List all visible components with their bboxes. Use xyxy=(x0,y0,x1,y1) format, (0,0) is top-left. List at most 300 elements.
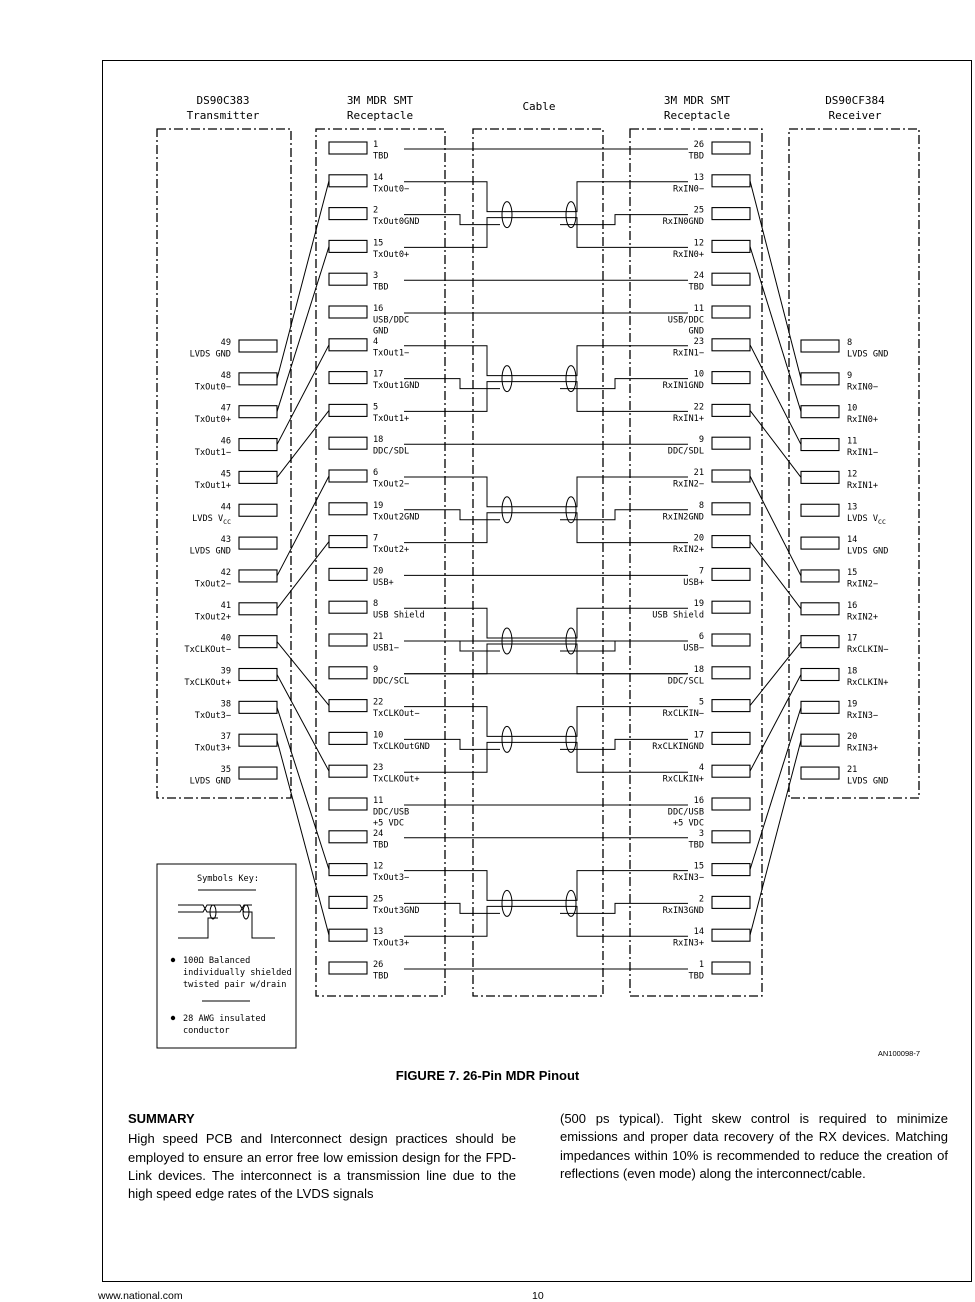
transmitter-to-receptacle-wire xyxy=(277,345,329,445)
pin-label: USB1− xyxy=(373,643,399,654)
pin-number: 19 xyxy=(693,599,704,610)
right-receptacle-header-line1: 3M MDR SMT xyxy=(663,94,731,107)
pin-label: TBD xyxy=(688,151,704,162)
pin-label: RxIN0− xyxy=(672,184,704,195)
left-receptacle-pin xyxy=(329,140,389,162)
pin-label: TxOut3+ xyxy=(194,743,231,754)
pin-number: 26 xyxy=(693,140,704,150)
receptacle-to-receiver-wire xyxy=(750,707,801,869)
transmitter-to-receptacle-wire xyxy=(277,675,329,772)
pin-number: 23 xyxy=(373,763,384,774)
receiver-pin xyxy=(801,469,878,491)
pin-number: 11 xyxy=(847,436,858,447)
transmitter-to-receptacle-wire xyxy=(277,542,329,609)
pin-number: 10 xyxy=(847,403,858,414)
pin-number: 6 xyxy=(373,468,379,478)
pin-label: RxIN3− xyxy=(672,873,704,884)
pin-label: RxIN2+ xyxy=(672,545,704,556)
pin-number: 12 xyxy=(373,861,384,872)
left-receptacle-pin xyxy=(329,632,399,654)
pin-number: 3 xyxy=(373,271,379,282)
pin-label: TxOut0+ xyxy=(373,249,410,260)
receiver-pin xyxy=(801,667,888,689)
rx-header-line1: DS90CF384 xyxy=(825,94,885,107)
pin-number: 22 xyxy=(693,402,704,413)
pin-number: 42 xyxy=(220,567,231,578)
twisted-pair-cable xyxy=(404,707,688,773)
pin-number: 26 xyxy=(373,960,384,970)
pin-number: 19 xyxy=(847,699,858,710)
right-receptacle-pin xyxy=(663,763,750,785)
pin-number: 12 xyxy=(847,469,858,480)
receiver-pin xyxy=(801,699,878,721)
receiver-pin xyxy=(801,338,888,360)
receiver-pin xyxy=(801,502,886,526)
left-receptacle-pin xyxy=(329,862,409,884)
pin-label: LVDS $V_{CC}$ xyxy=(192,513,231,526)
right-receptacle-pin xyxy=(673,402,750,424)
right-receptacle-pin xyxy=(673,534,750,556)
pin-label: RxIN0+ xyxy=(672,249,704,260)
pin-label: DDC/SDL xyxy=(667,446,704,457)
transmitter-pin xyxy=(190,535,277,557)
pin-number: 16 xyxy=(847,600,858,611)
pin-number: 11 xyxy=(373,796,384,806)
left-receptacle-pin xyxy=(329,796,409,829)
pin-number: 20 xyxy=(693,533,704,544)
pin-layer xyxy=(184,140,888,982)
transmitter-to-receptacle-wire xyxy=(277,642,329,706)
transmitter-pin xyxy=(195,404,277,426)
pin-label: RxIN2− xyxy=(847,579,879,590)
transmitter-pin xyxy=(195,732,277,754)
pin-number: 15 xyxy=(373,238,384,249)
pin-number: 39 xyxy=(220,666,231,677)
left-receptacle-pin xyxy=(329,698,420,720)
transmitter-pin xyxy=(190,338,277,360)
right-receptacle-pin xyxy=(688,271,750,293)
left-receptacle-pin xyxy=(329,402,409,424)
left-receptacle-pin xyxy=(329,501,420,523)
pin-number: 2 xyxy=(698,894,704,905)
pin-number: 44 xyxy=(220,502,231,513)
pin-number: 8 xyxy=(847,338,853,348)
pin-number: 21 xyxy=(693,468,704,478)
right-receptacle-pin xyxy=(668,796,750,829)
twisted-pair-symbol xyxy=(178,905,275,938)
pin-label: USB Shield xyxy=(652,610,704,621)
pin-number: 15 xyxy=(693,861,704,872)
pin-number: 40 xyxy=(220,633,231,644)
pin-label: RxIN2+ xyxy=(847,612,879,623)
pin-label-line2: +5 VDC xyxy=(373,818,405,829)
left-receptacle-pin xyxy=(329,566,394,588)
pin-number: 18 xyxy=(373,435,384,446)
pin-label: RxIN3+ xyxy=(847,743,879,754)
transmitter-to-receptacle-wire xyxy=(277,181,329,379)
right-receptacle-pin xyxy=(668,665,750,687)
pin-label: RxCLKIN+ xyxy=(662,774,704,785)
right-receptacle-pin xyxy=(652,730,750,752)
pin-number: 48 xyxy=(220,370,231,381)
pin-label: RxIN3GND xyxy=(662,905,704,916)
pin-label: TxOut2+ xyxy=(194,612,231,623)
pin-label: DDC/SCL xyxy=(667,676,704,687)
pin-label: DDC/USB xyxy=(667,807,704,818)
footer-page-number: 10 xyxy=(532,1290,544,1302)
left-receptacle-pin xyxy=(329,829,389,851)
pin-number: 25 xyxy=(693,205,704,216)
left-receptacle-pin xyxy=(329,238,409,260)
receiver-outline xyxy=(789,129,919,798)
cable-header: Cable xyxy=(522,100,556,113)
pin-number: 24 xyxy=(693,271,704,282)
pin-label: USB Shield xyxy=(373,610,425,621)
receiver-pin xyxy=(801,601,878,623)
transmitter-pin xyxy=(190,765,277,787)
pin-number: 47 xyxy=(220,403,231,414)
receptacle-to-receiver-wire xyxy=(750,740,801,935)
pin-number: 9 xyxy=(698,435,704,446)
pin-number: 11 xyxy=(693,304,704,314)
left-receptacle-pin xyxy=(329,665,409,687)
pin-label: LVDS $V_{CC}$ xyxy=(847,513,886,526)
left-receptacle-pin xyxy=(329,960,389,982)
key-item1-line2: individually shielded xyxy=(183,968,292,978)
right-receptacle-pin xyxy=(673,173,750,195)
pin-number: 18 xyxy=(693,664,704,675)
pin-number: 5 xyxy=(698,697,704,708)
pin-number: 22 xyxy=(373,697,384,708)
right-receptacle-pin xyxy=(683,632,750,654)
pin-label: RxIN2− xyxy=(672,479,704,490)
pin-number: 4 xyxy=(373,336,379,347)
pin-label-line2: +5 VDC xyxy=(672,818,704,829)
receiver-pin xyxy=(801,765,888,787)
left-receptacle-pin xyxy=(329,730,430,752)
pin-number: 18 xyxy=(847,666,858,677)
pin-label: TBD xyxy=(373,282,389,293)
pin-number: 25 xyxy=(373,894,384,905)
right-receptacle-pin xyxy=(688,829,750,851)
pin-label-line2: GND xyxy=(688,326,704,337)
left-receptacle-pin xyxy=(329,927,409,949)
transmitter-to-receptacle-wire xyxy=(277,246,329,411)
pin-number: 14 xyxy=(373,172,384,183)
pin-label: LVDS GND xyxy=(189,546,231,557)
right-receptacle-pin xyxy=(683,566,750,588)
cable-outline xyxy=(473,129,603,996)
pin-label: LVDS GND xyxy=(847,546,889,557)
receiver-pin xyxy=(801,437,878,459)
pin-label: RxIN1+ xyxy=(672,413,704,424)
receptacle-to-receiver-wire xyxy=(750,246,801,411)
pin-label: RxIN1GND xyxy=(662,381,704,392)
pin-label: RxIN2GND xyxy=(662,512,704,523)
receptacle-to-receiver-wire xyxy=(750,675,801,772)
pin-number: 41 xyxy=(220,600,231,611)
transmitter-pin xyxy=(192,502,277,526)
pin-label: TxOut0− xyxy=(373,184,410,195)
receptacle-to-receiver-wire xyxy=(750,181,801,379)
symbols-key-title: Symbols Key: xyxy=(196,874,260,884)
pin-number: 13 xyxy=(847,502,858,513)
key-item1-line3: twisted pair w/drain xyxy=(183,980,287,990)
receiver-pin xyxy=(801,634,888,656)
pin-label: TxOut0− xyxy=(194,382,231,393)
pin-label: RxIN3+ xyxy=(672,938,704,949)
figure-reference: AN100098-7 xyxy=(877,1049,920,1058)
pin-number: 10 xyxy=(373,730,384,741)
left-receptacle-pin xyxy=(329,534,409,556)
summary-column-1 xyxy=(128,1110,516,1203)
pin-label: RxIN0GND xyxy=(662,217,704,228)
pin-label: TBD xyxy=(373,971,389,982)
left-receptacle-pin xyxy=(329,206,420,228)
transmitter-pin xyxy=(195,371,277,393)
pin-label: TxOut1+ xyxy=(194,480,231,491)
receptacle-to-receiver-wire xyxy=(750,410,801,477)
pin-number: 3 xyxy=(698,828,704,839)
pin-label: TxCLKOut− xyxy=(184,645,231,656)
twisted-pair-cable xyxy=(404,871,688,937)
rx-header-line2: Receiver xyxy=(828,109,882,122)
right-receptacle-pin xyxy=(663,206,750,228)
right-receptacle-pin xyxy=(663,370,750,392)
pin-number: 6 xyxy=(698,632,704,642)
right-receptacle-pin xyxy=(668,435,750,457)
pin-number: 17 xyxy=(693,730,704,741)
transmitter-to-receptacle-wire xyxy=(277,740,329,935)
pin-number: 7 xyxy=(698,566,704,577)
summary-column-2 xyxy=(560,1110,948,1183)
pin-number: 12 xyxy=(693,238,704,249)
pin-number: 8 xyxy=(373,599,379,610)
right-receptacle-pin xyxy=(673,468,750,490)
right-receptacle-pin xyxy=(652,599,750,621)
left-receptacle-pin xyxy=(329,894,420,916)
pin-number: 37 xyxy=(220,732,231,743)
right-receptacle-header-line2: Receptacle xyxy=(663,109,731,122)
pin-number: 13 xyxy=(693,172,704,183)
pin-number: 16 xyxy=(373,304,384,314)
figure-caption: FIGURE 7. 26-Pin MDR Pinout xyxy=(395,1068,580,1083)
pin-number: 19 xyxy=(373,500,384,511)
summary-text-2: (500 ps typical). Tight skew control is required to minimize emissions and proper data recovery of the RX devices. Matching impedances within 10% is recommended to reduce the creation of reflections (even mode) along the interconnect/cable. xyxy=(560,1111,948,1181)
right-receptacle-pin xyxy=(673,238,750,260)
pin-label: TBD xyxy=(688,840,704,851)
right-receptacle-pin xyxy=(688,960,750,982)
pin-number: 46 xyxy=(220,436,231,447)
summary-text-1: High speed PCB and Interconnect design practices should be employed to ensure an error free low emission design for the FPD-Link devices. The interconnect is a transmission line due to the high speed edge rates of the LVDS signals xyxy=(128,1131,516,1202)
left-receptacle-pin xyxy=(329,337,409,359)
left-receptacle-header-line1: 3M MDR SMT xyxy=(346,94,414,107)
pin-number: 4 xyxy=(698,763,704,774)
pin-label: LVDS GND xyxy=(189,776,231,787)
pin-number: 14 xyxy=(693,927,704,938)
pin-label: LVDS GND xyxy=(847,349,889,360)
pin-label-line2: GND xyxy=(373,326,389,337)
pin-number: 21 xyxy=(847,765,858,776)
left-receptacle-pin xyxy=(329,435,409,457)
pin-label: TxOut1GND xyxy=(373,381,420,392)
pin-number: 10 xyxy=(693,369,704,380)
pin-number: 14 xyxy=(847,535,858,546)
left-receptacle-pin xyxy=(329,370,420,392)
pin-label: DDC/SCL xyxy=(373,676,410,687)
pin-label: RxIN3− xyxy=(847,710,879,721)
pin-label: USB+ xyxy=(373,577,394,588)
receptacle-to-receiver-wire xyxy=(750,476,801,576)
pin-number: 5 xyxy=(373,402,379,413)
right-receptacle-pin xyxy=(668,304,750,337)
transmitter-pin xyxy=(195,469,277,491)
transmitter-pin xyxy=(184,667,277,689)
pin-number: 16 xyxy=(693,796,704,806)
left-receptacle-pin xyxy=(329,599,425,621)
pin-number: 7 xyxy=(373,533,379,544)
transmitter-pin xyxy=(195,437,277,459)
pin-label: RxIN1− xyxy=(672,348,704,359)
pin-number: 24 xyxy=(373,828,384,839)
pin-label: TxCLKOut− xyxy=(373,709,420,720)
pin-label: RxIN1+ xyxy=(847,480,879,491)
pin-label: TBD xyxy=(373,151,389,162)
pin-label: TxCLKOut+ xyxy=(373,774,420,785)
pin-label: RxCLKIN− xyxy=(662,709,704,720)
pin-label: LVDS GND xyxy=(189,349,231,360)
right-receptacle-pin xyxy=(688,140,750,162)
pin-label: RxCLKINGND xyxy=(652,741,704,752)
summary-title: SUMMARY xyxy=(128,1111,195,1126)
pin-label: TxOut1− xyxy=(373,348,410,359)
pin-label: TxOut3GND xyxy=(373,905,420,916)
key-item2-line1: 28 AWG insulated xyxy=(183,1014,266,1024)
pin-number: 43 xyxy=(220,535,231,546)
twisted-pair-cable xyxy=(404,477,688,543)
pin-label: DDC/USB xyxy=(373,807,410,818)
pin-label: TxOut2+ xyxy=(373,545,410,556)
pin-label: TxOut0+ xyxy=(194,415,231,426)
pin-label: TxOut1+ xyxy=(373,413,410,424)
left-receptacle-pin xyxy=(329,173,409,195)
pin-label: TxOut2− xyxy=(373,479,410,490)
pin-number: 35 xyxy=(220,765,231,776)
pin-number: 1 xyxy=(373,140,379,150)
pin-number: 49 xyxy=(220,338,231,348)
pin-number: 1 xyxy=(698,960,704,970)
receptacle-to-receiver-wire xyxy=(750,345,801,445)
pin-label: TxOut0GND xyxy=(373,217,420,228)
key-item2-line2: conductor xyxy=(183,1026,230,1036)
symbols-key xyxy=(157,864,296,1048)
transmitter-pin xyxy=(195,568,277,590)
pin-number: 17 xyxy=(847,633,858,644)
pin-label: RxIN1− xyxy=(847,448,879,459)
pin-label: TxOut3− xyxy=(194,710,231,721)
wire-layer xyxy=(277,149,801,969)
pin-label: TxOut1− xyxy=(194,448,231,459)
pin-number: 38 xyxy=(220,699,231,710)
receptacle-to-receiver-wire xyxy=(750,542,801,609)
pin-number: 8 xyxy=(698,500,704,511)
receiver-pin xyxy=(801,535,888,557)
receiver-pin xyxy=(801,732,878,754)
pin-number: 23 xyxy=(693,336,704,347)
pin-label: RxIN0− xyxy=(847,382,879,393)
right-receptacle-pin xyxy=(673,927,750,949)
transmitter-pin xyxy=(195,699,277,721)
right-receptacle-pin xyxy=(673,862,750,884)
right-receptacle-pin xyxy=(663,501,750,523)
transmitter-outline xyxy=(157,129,291,798)
receptacle-to-receiver-wire xyxy=(750,642,801,706)
left-receptacle-pin xyxy=(329,271,389,293)
pin-label: TxOut3+ xyxy=(373,938,410,949)
right-receptacle-pin xyxy=(673,337,750,359)
pin-label: USB+ xyxy=(683,577,704,588)
pin-label: TBD xyxy=(688,282,704,293)
pin-label: USB/DDC xyxy=(373,315,410,326)
left-receptacle-pin xyxy=(329,763,420,785)
pin-number: 20 xyxy=(373,566,384,577)
pin-label: DDC/SDL xyxy=(373,446,410,457)
right-receptacle-pin xyxy=(663,698,750,720)
tx-header-line2: Transmitter xyxy=(186,109,260,122)
pin-number: 20 xyxy=(847,732,858,743)
pin-number: 15 xyxy=(847,567,858,578)
left-receptacle-pin xyxy=(329,304,409,337)
transmitter-to-receptacle-wire xyxy=(277,410,329,477)
pin-number: 17 xyxy=(373,369,384,380)
pin-label: TxCLKOutGND xyxy=(373,741,430,752)
pin-number: 13 xyxy=(373,927,384,938)
pin-label: LVDS GND xyxy=(847,776,889,787)
pin-number: 45 xyxy=(220,469,231,480)
footer-website: www.national.com xyxy=(98,1290,183,1302)
pin-label: TxOut2− xyxy=(194,579,231,590)
pin-label: RxCLKIN+ xyxy=(847,678,889,688)
pin-label: TxOut3− xyxy=(373,873,410,884)
headers xyxy=(187,94,886,122)
pin-label: RxCLKIN− xyxy=(847,645,889,656)
transmitter-to-receptacle-wire xyxy=(277,476,329,576)
pin-number: 9 xyxy=(847,370,853,381)
pin-label: USB− xyxy=(683,643,704,654)
left-receptacle-header-line2: Receptacle xyxy=(346,109,414,122)
pin-label: TxOut2GND xyxy=(373,512,420,523)
receiver-pin xyxy=(801,568,878,590)
transmitter-to-receptacle-wire xyxy=(277,707,329,869)
receiver-pin xyxy=(801,404,878,426)
twisted-pair-cable xyxy=(404,182,688,248)
pin-number: 9 xyxy=(373,664,379,675)
tx-header-line1: DS90C383 xyxy=(196,94,250,107)
twisted-pair-cable xyxy=(404,346,688,412)
pin-label: RxIN0+ xyxy=(847,415,879,426)
transmitter-pin xyxy=(195,601,277,623)
pin-label: USB/DDC xyxy=(667,315,704,326)
receiver-pin xyxy=(801,371,878,393)
pin-label: TBD xyxy=(688,971,704,982)
left-receptacle-pin xyxy=(329,468,409,490)
right-receptacle-pin xyxy=(663,894,750,916)
pin-label: TBD xyxy=(373,840,389,851)
key-item1-line1: 100Ω Balanced xyxy=(183,956,251,966)
pin-number: 2 xyxy=(373,205,379,216)
pin-label: TxCLKOut+ xyxy=(184,678,231,688)
pin-number: 21 xyxy=(373,632,384,642)
